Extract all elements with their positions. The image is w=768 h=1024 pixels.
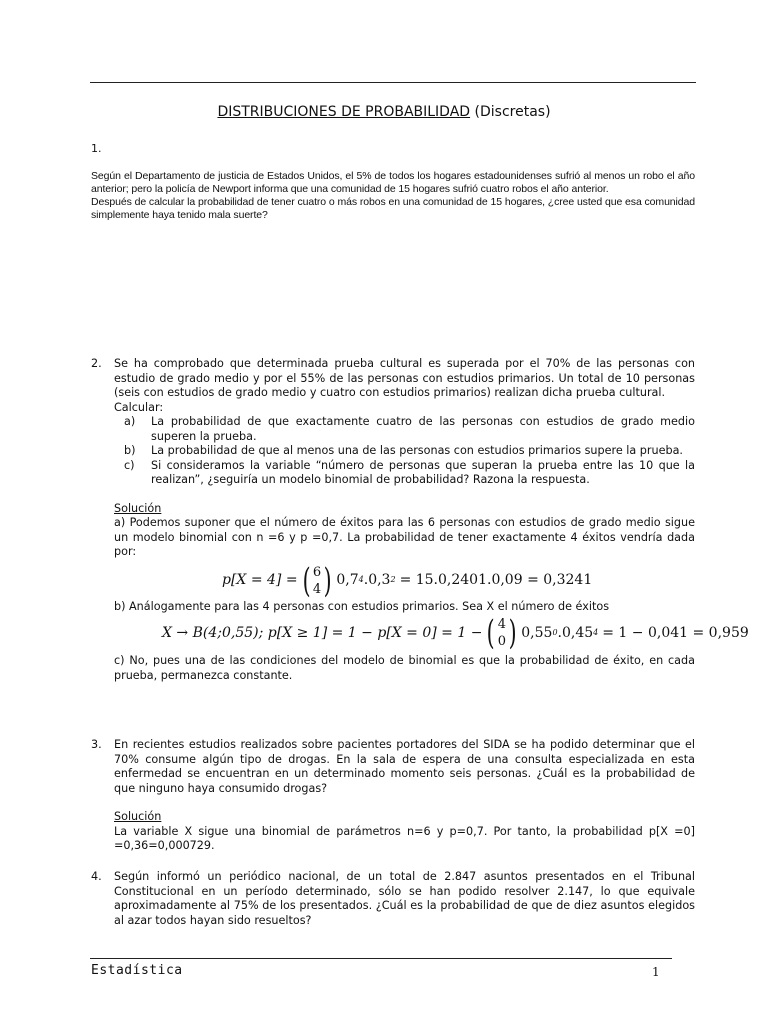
solution-b-text: b) Análogamente para las 4 personas con estudios primarios. Sea X el número de éxitos	[114, 599, 610, 613]
question-2	[91, 357, 749, 683]
eq1-lhs: p[X = 4] =	[222, 572, 298, 589]
item-text: Si consideramos la variable “número de personas que superan la prueba entre las 10 que la realizan”, ¿seguiría un modelo binomial de probabilidad? Razona la respuesta.	[151, 458, 695, 486]
equation-2	[162, 613, 749, 653]
eq1-term-a: 0,7	[336, 572, 359, 589]
question-3-intro: En recientes estudios realizados sobre pacientes portadores del SIDA se ha podido determinar que el 70% consume algún tipo de drogas. En la sala de espera de una consulta especializada en esta enfermedad se encuentran en un determinado momento seis personas. ¿Cuál es la probabilidad de que ninguno haya consumido drogas?	[114, 738, 695, 795]
eq2-exp-a: 0	[552, 627, 558, 637]
item-text: La probabilidad de que exactamente cuatro de las personas con estudios de grado medio superen la prueba.	[151, 415, 695, 443]
eq1-binom-n: 6	[312, 564, 322, 580]
question-1-para-2: Después de calcular la probabilidad de tener cuatro o más robos en una comunidad de 15 hogares, ¿cree usted que esa comunidad simplemente haya tenido mala suerte?	[91, 196, 695, 221]
question-2-intro: Se ha comprobado que determinada prueba cultural es superada por el 70% de las personas con estudio de grado medio y por el 55% de las personas con estudios primarios. Un total de 10 personas (seis con estudios de grado medio y cuatro con estudios primarios) realizan dicha prueba cultural.	[114, 357, 695, 399]
title-sub: (Discretas)	[474, 104, 551, 120]
question-1-text	[91, 170, 695, 222]
question-4-number: 4.	[91, 870, 102, 883]
eq2-exp-b: 4	[593, 627, 599, 637]
solution-label: Solución	[114, 810, 162, 823]
item-text: La probabilidad de que al menos una de las personas con estudios primarios supere la prueba.	[151, 444, 683, 457]
page-title	[0, 104, 768, 120]
question-2-number: 2.	[91, 357, 102, 370]
eq1-binomial	[300, 560, 335, 601]
eq2-binom-k: 0	[497, 634, 506, 649]
question-4	[91, 870, 695, 928]
item-label: c)	[124, 458, 135, 472]
right-paren: )	[323, 560, 332, 601]
eq2-binomial	[484, 613, 519, 653]
eq1-term-b: .0,3	[363, 572, 391, 589]
question-2-items	[114, 415, 695, 488]
question-3-solution: La variable X sigue una binomial de parámetros n=6 y p=0,7. Por tanto, la probabilidad p[X =0] =0,36=0,000729.	[114, 824, 695, 852]
solution-a-text: a) Podemos suponer que el número de éxitos para las 6 personas con estudios de grado medio sigue un modelo binomial con n =6 y p =0,7. La probabilidad de tener exactamente 4 éxitos vendría dada por:	[114, 516, 695, 558]
top-rule	[90, 82, 696, 83]
page-number: 1	[652, 965, 660, 979]
solution-c-text: c) No, pues una de las condiciones del modelo de binomial es que la probabilidad de éxito, en cada prueba, permanezca constante.	[114, 654, 695, 682]
eq1-binom-k: 4	[312, 581, 322, 597]
list-item	[114, 459, 695, 488]
eq2-binom-n: 4	[497, 617, 506, 632]
left-paren: (	[302, 560, 311, 601]
title-main: DISTRIBUCIONES DE PROBABILIDAD	[217, 104, 471, 120]
question-3	[91, 738, 695, 854]
footer-subject: Estadística	[91, 963, 183, 978]
right-paren: )	[508, 613, 517, 653]
eq1-exp-a: 4	[358, 575, 364, 585]
eq2-term-a: 0,55	[521, 624, 553, 641]
question-1-number: 1.	[91, 142, 102, 155]
eq1-exp-b: 2	[390, 575, 396, 585]
left-paren: (	[487, 613, 496, 653]
question-1-para-1: Según el Departamento de justicia de Estados Unidos, el 5% de todos los hogares estadounidenses sufrió al menos un robo el año anterior; pero la policía de Newport informa que una comunidad de 15 hogares sufrió cuatro robos el año anterior.	[91, 170, 695, 195]
eq1-result: = 15.0,2401.0,09 = 0,3241	[399, 572, 593, 589]
eq2-term-b: .0,45	[557, 624, 594, 641]
bottom-rule	[90, 958, 672, 959]
question-4-intro: Según informó un periódico nacional, de un total de 2.847 asuntos presentados en el Tribunal Constitucional en un período determinado, sólo se han podido resolver 2.147, lo que equivale aproximadamente al 75% de los presentados. ¿Cuál es la probabilidad de que de diez asuntos elegidos al azar todos hayan sido resueltos?	[114, 870, 695, 927]
equation-1	[222, 560, 695, 601]
list-item	[114, 415, 695, 444]
item-label: b)	[124, 444, 136, 457]
eq2-result: = 1 − 0,041 = 0,959	[602, 624, 749, 641]
question-2-calc: Calcular:	[114, 400, 164, 414]
solution-label: Solución	[114, 501, 162, 515]
eq2-lhs: X → B(4;0,55); p[X ≥ 1] = 1 − p[X = 0] = 1 −	[162, 624, 483, 641]
item-label: a)	[124, 415, 136, 428]
question-3-number: 3.	[91, 738, 102, 751]
list-item	[114, 444, 695, 459]
